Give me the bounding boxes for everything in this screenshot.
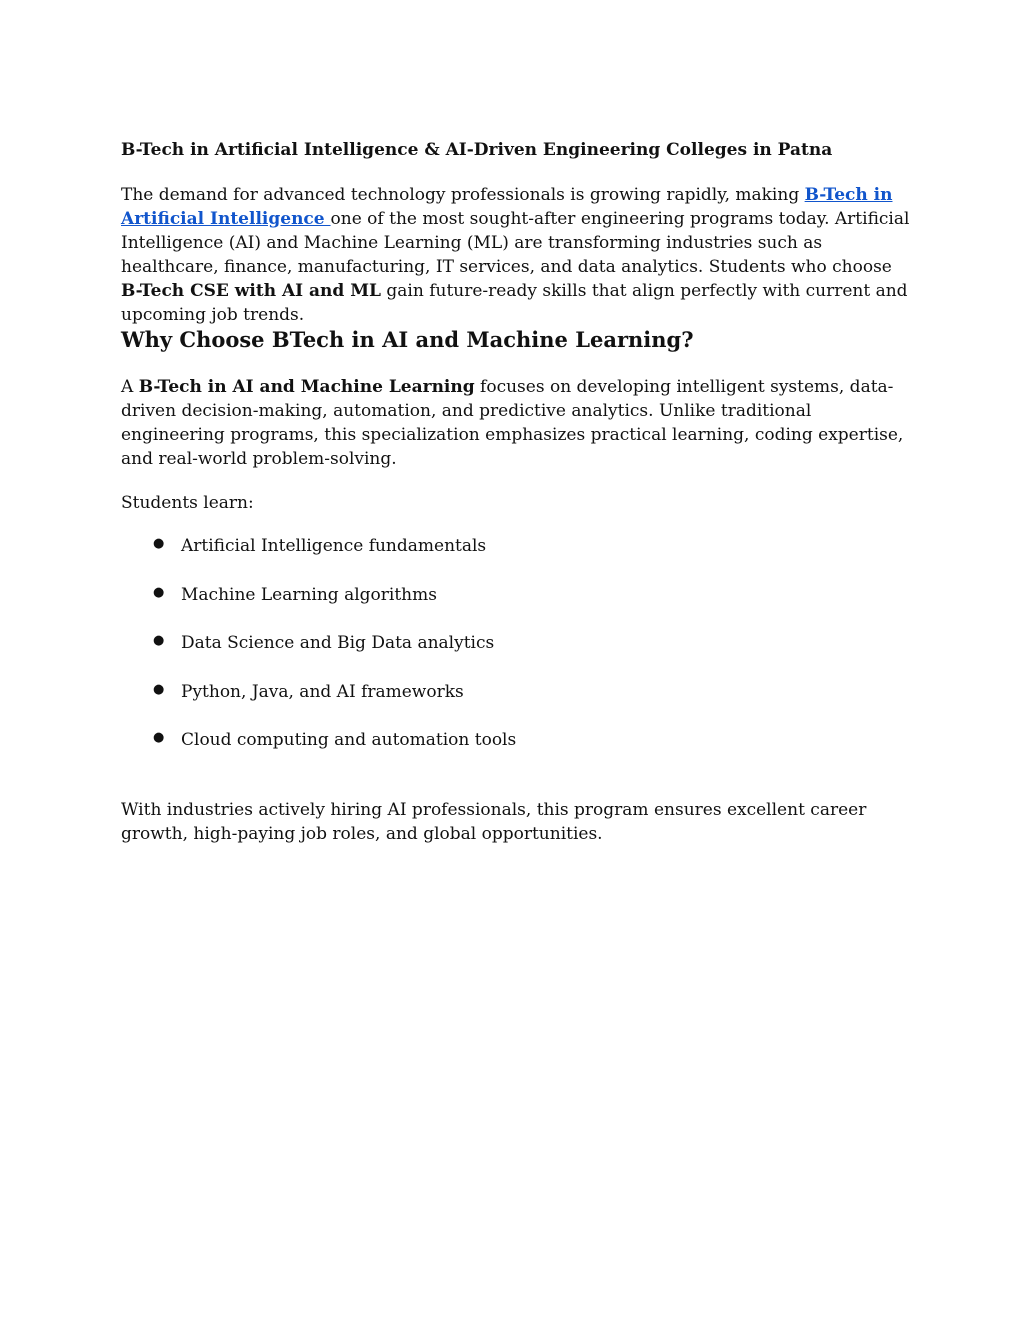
intro-text: The demand for advanced technology professionals is growing rapidly, making bbox=[121, 185, 805, 205]
intro-bold: B-Tech CSE with AI and ML bbox=[121, 281, 381, 301]
closing-paragraph: With industries actively hiring AI professionals, this program ensures excellent career growth, high-paying job roles, and global opportunities. bbox=[121, 800, 867, 844]
para-text-2: focuses on developing intelligent systems, data-driven decision-making, automation, and predictive analytics. Unlike traditional engineering programs, this specialization emphasizes practical learning, coding expertise, and real-world problem-solving. bbox=[121, 377, 904, 469]
intro-text-2: one of the most sought-after engineering programs today. Artificial Intelligence (AI) and Machine Learning (ML) are transforming industries such as healthcare, finance, manufacturing, IT services, and data analytics. Students who choose bbox=[121, 209, 910, 277]
section-heading: Why Choose BTech in AI and Machine Learning? bbox=[121, 327, 694, 352]
document-title: B-Tech in Artificial Intelligence & AI-Driven Engineering Colleges in Patna bbox=[121, 140, 833, 160]
list-item: ● Artificial Intelligence fundamentals bbox=[121, 536, 516, 585]
bullet-list bbox=[121, 536, 516, 779]
intro-paragraph bbox=[121, 183, 911, 327]
intro-text-3: gain future-ready skills that align perfectly with current and upcoming job trends. bbox=[121, 281, 908, 325]
para-bold: B-Tech in AI and Machine Learning bbox=[138, 377, 475, 397]
learn-label: Students learn: bbox=[121, 493, 254, 513]
list-item: ● Data Science and Big Data analytics bbox=[121, 633, 516, 682]
para-text: A bbox=[121, 377, 139, 397]
list-item: ● Machine Learning algorithms bbox=[121, 585, 516, 634]
list-item: ● Cloud computing and automation tools bbox=[121, 730, 516, 779]
section-paragraph bbox=[121, 375, 911, 471]
btech-ai-link[interactable]: B-Tech in Artificial Intelligence bbox=[121, 185, 893, 229]
list-item: ● Python, Java, and AI frameworks bbox=[121, 682, 516, 731]
